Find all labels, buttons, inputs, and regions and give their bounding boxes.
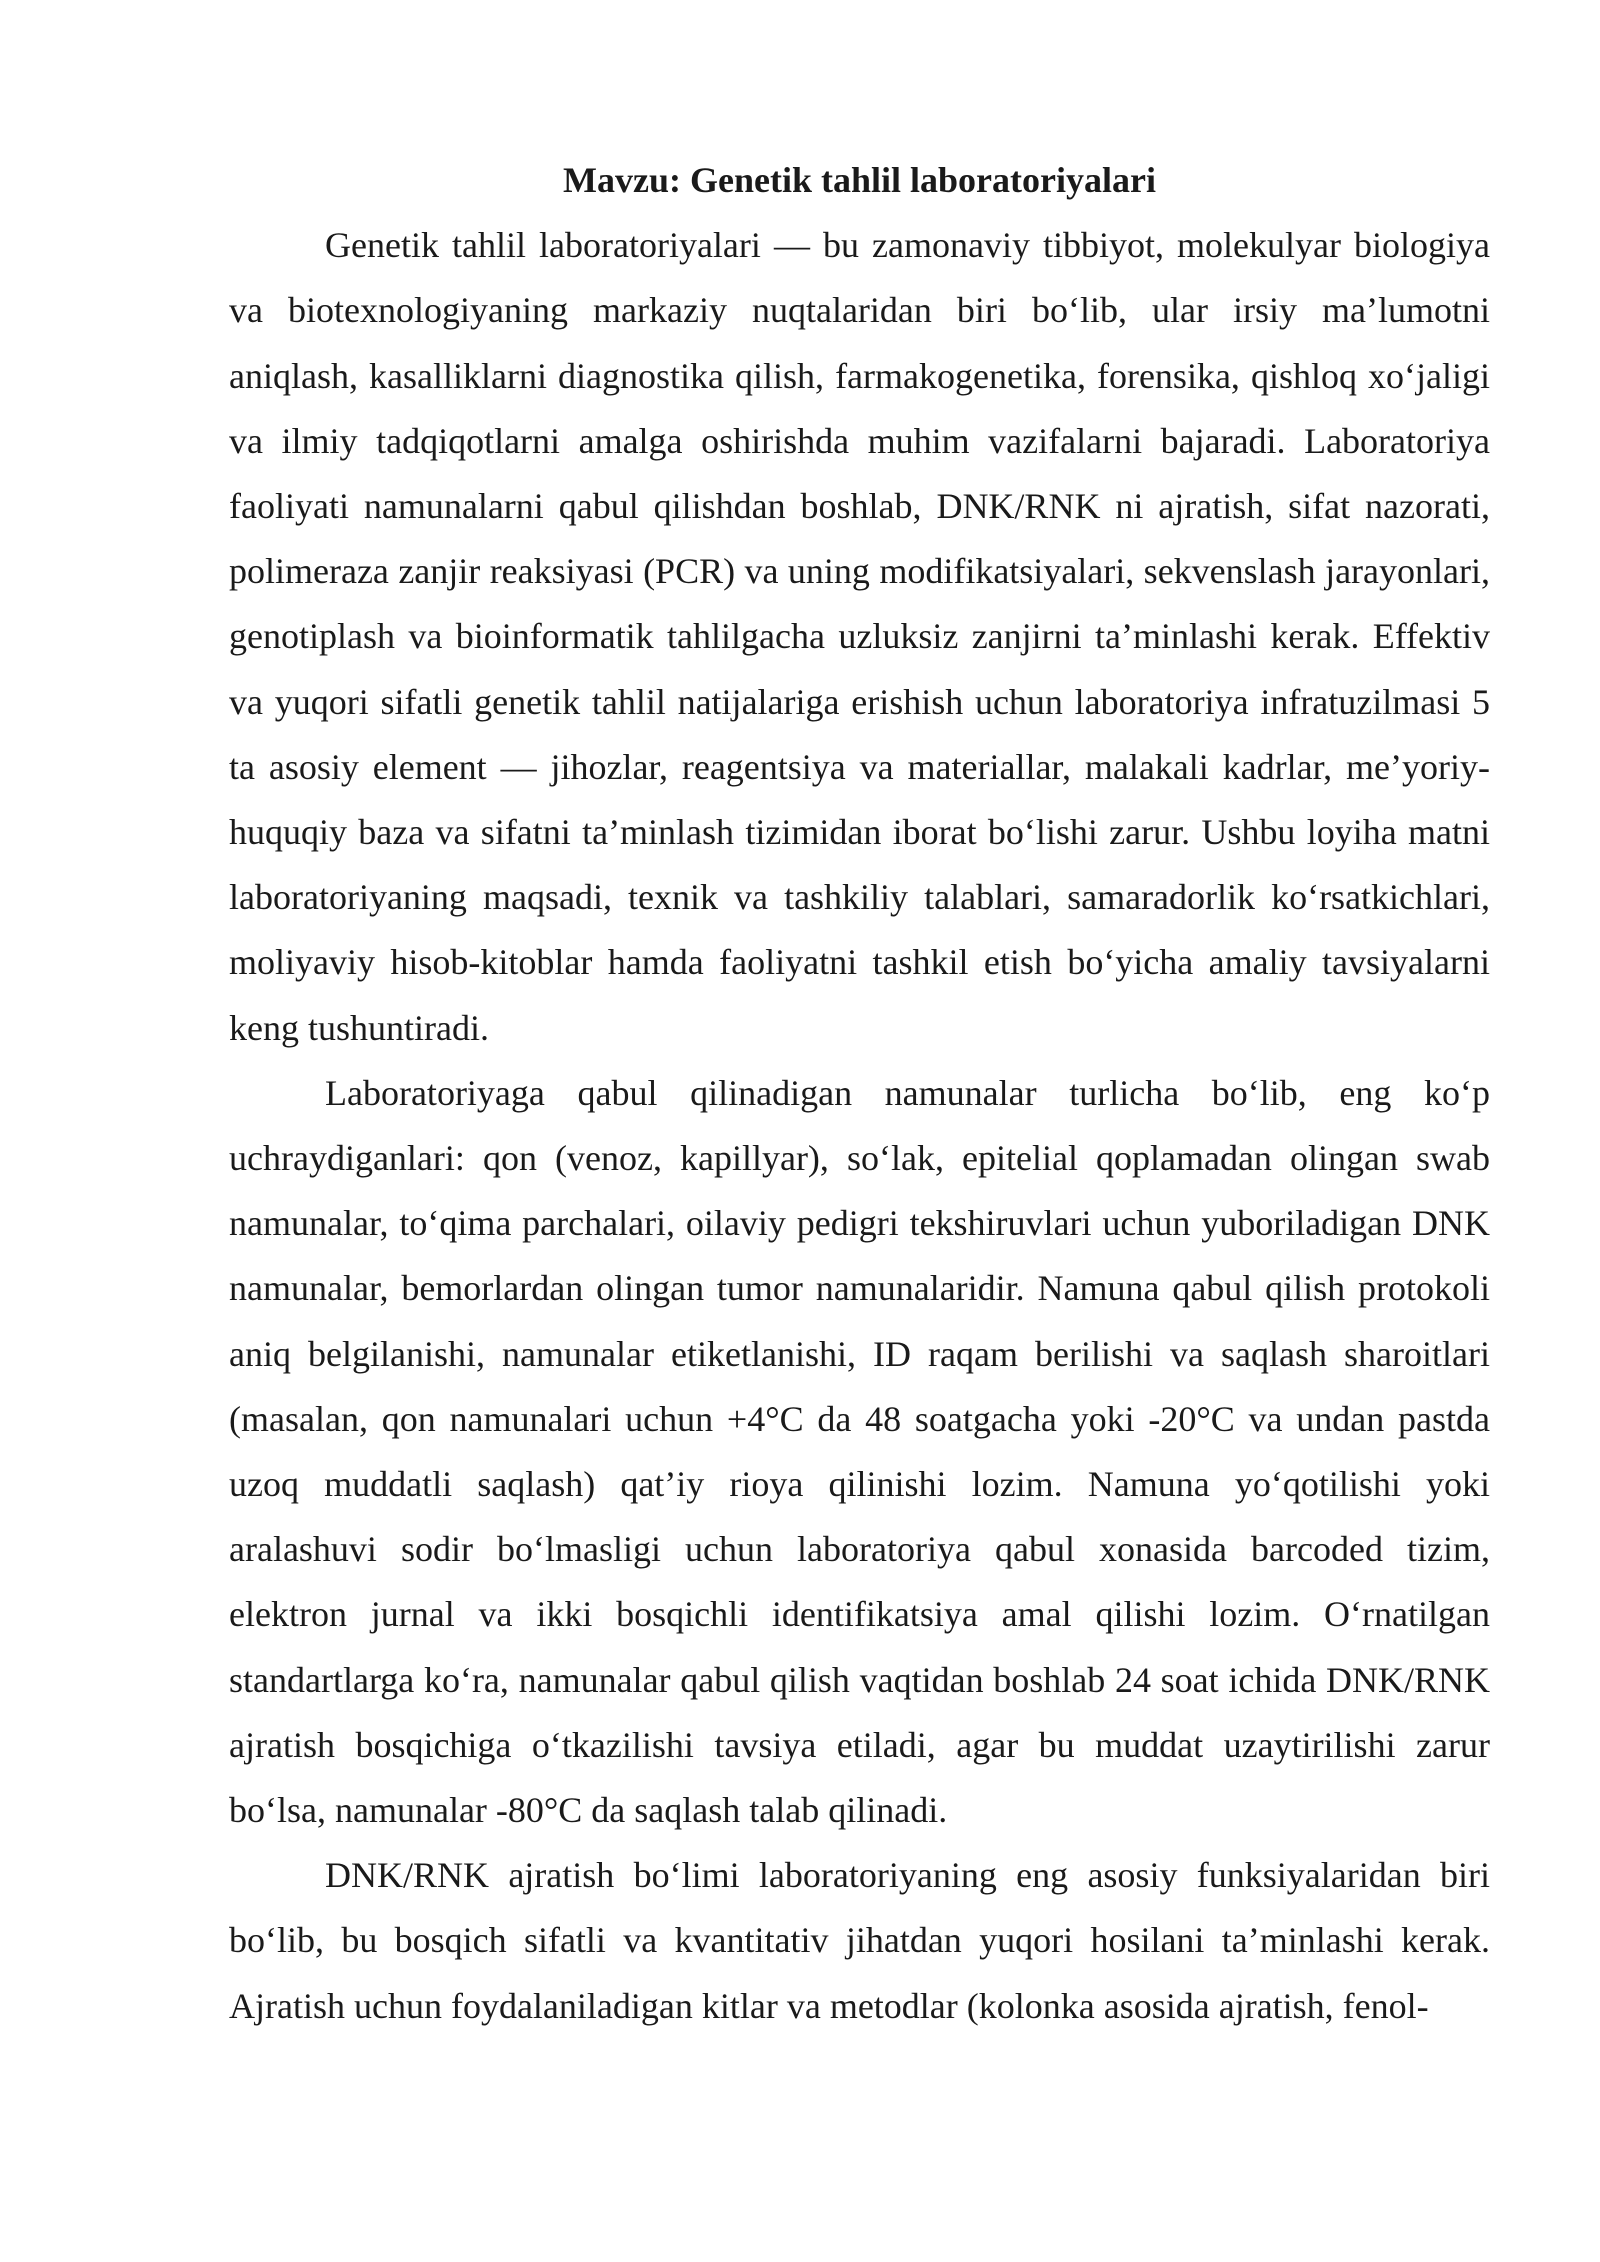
document-page — [229, 148, 1490, 2039]
paragraph-intro: Genetik tahlil laboratoriyalari — bu zamonaviy tibbiyot, molekulyar biologiya va biotexnologiyaning markaziy nuqtalaridan biri bo‘lib, ular irsiy ma’lumotni aniqlash, kasalliklarni diagnostika qilish, farmakogenetika, forensika, qishloq xo‘jaligi va ilmiy tadqiqotlarni amalga oshirishda muhim vazifalarni bajaradi. Laboratoriya faoliyati namunalarni qabul qilishdan boshlab, DNK/RNK ni ajratish, sifat nazorati, polimeraza zanjir reaksiyasi (PCR) va uning modifikatsiyalari, sekvenslash jarayonlari, genotiplash va bioinformatik tahlilgacha uzluksiz zanjirni ta’minlashi kerak. Effektiv va yuqori sifatli genetik tahlil natijalariga erishish uchun laboratoriya infratuzilmasi 5 ta asosiy element — jihozlar, reagentsiya va materiallar, malakali kadrlar, me’yoriy-huquqiy baza va sifatni ta’minlash tizimidan iborat bo‘lishi zarur. Ushbu loyiha matni laboratoriyaning maqsadi, texnik va tashkiliy talablari, samaradorlik ko‘rsatkichlari, moliyaviy hisob-kitoblar hamda faoliyatni tashkil etish bo‘yicha amaliy tavsiyalarni keng tushuntiradi. — [229, 225, 1490, 1048]
paragraph-extraction: DNK/RNK ajratish bo‘limi laboratoriyaning eng asosiy funksiyalaridan biri bo‘lib, bu bosqich sifatli va kvantitativ jihatdan yuqori hosilani ta’minlashi kerak. Ajratish uchun foydalaniladigan kitlar va metodlar (kolonka asosida ajratish, fenol- — [229, 1855, 1490, 2026]
paragraph-samples: Laboratoriyaga qabul qilinadigan namunalar turlicha bo‘lib, eng ko‘p uchraydiganlari: qon (venoz, kapillyar), so‘lak, epitelial qoplamadan olingan swab namunalar, to‘qima parchalari, oilaviy pedigri tekshiruvlari uchun yuboriladigan DNK namunalar, bemorlardan olingan tumor namunalaridir. Namuna qabul qilish protokoli aniq belgilanishi, namunalar etiketlanishi, ID raqam berilishi va saqlash sharoitlari (masalan, qon namunalari uchun +4°C da 48 soatgacha yoki -20°C va undan pastda uzoq muddatli saqlash) qat’iy rioya qilinishi lozim. Namuna yo‘qotilishi yoki aralashuvi sodir bo‘lmasligi uchun laboratoriya qabul xonasida barcoded tizim, elektron jurnal va ikki bosqichli identifikatsiya amal qilishi lozim. O‘rnatilgan standartlarga ko‘ra, namunalar qabul qilish vaqtidan boshlab 24 soat ichida DNK/RNK ajratish bosqichiga o‘tkazilishi tavsiya etiladi, agar bu muddat uzaytirilishi zarur bo‘lsa, namunalar -80°C da saqlash talab qilinadi. — [229, 1072, 1490, 1831]
document-title: Mavzu: Genetik tahlil laboratoriyalari — [563, 160, 1156, 200]
